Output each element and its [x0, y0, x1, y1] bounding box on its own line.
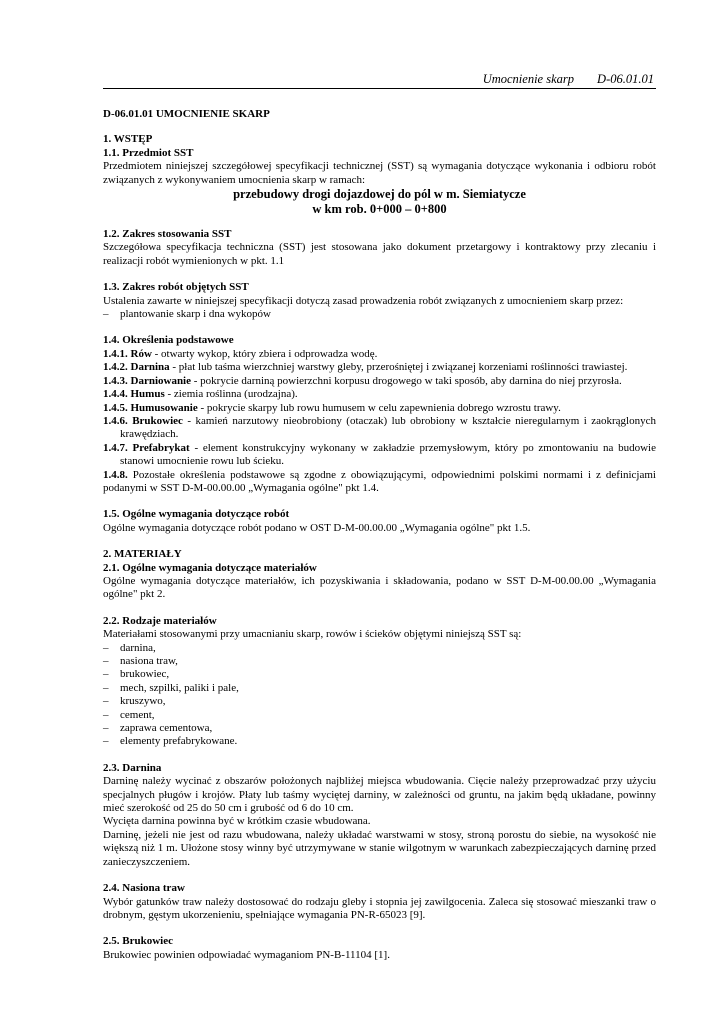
section-2-5-heading: 2.5. Brukowiec [103, 935, 173, 948]
section-1-3-text: Ustalenia zawarte w niniejszej specyfikacji dotyczą zasad prowadzenia robót związanych z umocnieniem skarp przez: [103, 294, 624, 307]
list-item: – zaprawa cementowa, [103, 722, 213, 735]
section-2-1-text: Ogólne wymagania dotyczące materiałów, ich pozyskiwania i składowania, podano w SST D-M-00.00.00 „Wymagania ogólne" pkt 2. [103, 574, 656, 601]
list-item: – darnina, [103, 641, 156, 654]
materials-list [103, 642, 656, 749]
section-1-3-heading: 1.3. Zakres robót objętych SST [103, 281, 249, 294]
running-header [103, 66, 656, 89]
list-item: – brukowiec, [103, 668, 170, 681]
project-chainage: w km rob. 0+000 – 0+800 [312, 201, 447, 216]
list-item: – nasiona traw, [103, 655, 178, 667]
section-1-4-heading: 1.4. Określenia podstawowe [103, 334, 234, 347]
section-1-2-text: Szczegółowa specyfikacja techniczna (SST) jest stosowana jako dokument przetargowy i kontraktowy przy zlecaniu i realizacji robót wymienionych w pkt. 1.1 [103, 241, 656, 267]
section-2-3-paragraph: Wycięta darnina powinna być w krótkim czasie wbudowana. [103, 815, 371, 828]
definition-item: 1.4.1. Rów - otwarty wykop, który zbiera i odprowadza wodę. [103, 347, 378, 360]
section-2-3-paragraph: Darninę należy wycinać z obszarów położonych najbliżej miejsca wbudowania. Cięcie należy przeprowadzać przy użyciu specjalnych pługów i krojów. Płaty lub taśmy wyciętej darniny, w zależności od gruntu, na jakim będą układane, powinny mieć szerokość od 25 do 50 cm i grubość od 6 do 10 cm. [103, 775, 656, 815]
definition-item: 1.4.2. Darnina - płat lub taśma wierzchniej warstwy gleby, przerośniętej i związanej korzeniami roślinności trawiastej. [103, 361, 628, 374]
header-code: D-06.01.01 [597, 72, 654, 86]
section-2-4-heading: 2.4. Nasiona traw [103, 882, 185, 895]
section-2-2-text: Materiałami stosowanymi przy umacnianiu skarp, rowów i ścieków objętymi niniejszą SST są: [103, 628, 522, 641]
definition-item: 1.4.8. Pozostałe określenia podstawowe są zgodne z obowiązującymi, odpowiednimi polskimi normami i z definicjami podanymi w SST D-M-00.00.00 „Wymagania ogólne" pkt 1.4. [103, 468, 656, 494]
section-1-2-heading: 1.2. Zakres stosowania SST [103, 228, 232, 241]
header-title: Umocnienie skarp [482, 72, 574, 86]
definition-item: 1.4.6. Brukowiec - kamień narzutowy nieobrobiony (otaczak) lub obrobiony w kształcie nieregularnym i zaokrąglonych krawędziach. [103, 414, 656, 441]
scope-list [103, 308, 656, 321]
section-2-3-paragraph: Darninę, jeżeli nie jest od razu wbudowana, należy układać warstwami w stosy, stroną porostu do siebie, na wysokość nie większą niż 1 m. Ułożone stosy winny być utrzymywane w stanie wilgotnym w warunkach zabezpieczających darninę przed zanieczyszczeniem. [103, 828, 656, 868]
definition-item: 1.4.5. Humusowanie - pokrycie skarpy lub rowu humusem w celu zapewnienia dobrego wzrostu trawy. [103, 401, 561, 414]
list-item: – cement, [103, 708, 155, 721]
list-item: – elementy prefabrykowane. [103, 735, 238, 748]
definition-item: 1.4.7. Prefabrykat - element konstrukcyjny wykonany w zakładzie przemysłowym, który po zmontowaniu na budowie stanowi umocnienie rowu lub ścieku. [103, 441, 657, 468]
section-1-5-heading: 1.5. Ogólne wymagania dotyczące robót [103, 508, 290, 521]
section-2-4-text: Wybór gatunków traw należy dostosować do rodzaju gleby i stopnia jej zawilgocenia. Zaleca się stosować mieszanki traw o drobnym, gęstym ukorzenieniu, spełniające wymagania PN-R-65023 [9]. [103, 895, 656, 921]
list-item: – kruszywo, [103, 695, 166, 708]
document-title: D-06.01.01 UMOCNIENIE SKARP [103, 108, 270, 120]
section-2-3-heading: 2.3. Darnina [103, 761, 162, 774]
section-1-1-heading: 1.1. Przedmiot SST [103, 146, 194, 159]
list-item: – plantowanie skarp i dna wykopów [103, 308, 271, 321]
section-2-1-heading: 2.1. Ogólne wymagania dotyczące materiałów [103, 561, 317, 574]
section-2-5-text: Brukowiec powinien odpowiadać wymaganiom PN-B-11104 [1]. [103, 948, 390, 961]
definition-item: 1.4.3. Darniowanie - pokrycie darniną powierzchni korpusu drogowego w taki sposób, aby darnina do niej przyrosła. [103, 374, 622, 387]
section-2-heading: 2. MATERIAŁY [103, 548, 182, 561]
section-1-1-text: Przedmiotem niniejszej szczegółowej specyfikacji technicznej (SST) są wymagania dotyczące wykonania i odbioru robót związanych z wykonywaniem umocnienia skarp w ramach: [103, 160, 656, 186]
section-1-5-text: Ogólne wymagania dotyczące robót podano w OST D-M-00.00.00 „Wymagania ogólne" pkt 1.5. [103, 521, 531, 534]
definition-item: 1.4.4. Humus - ziemia roślinna (urodzajna). [103, 388, 298, 401]
project-name: przebudowy drogi dojazdowej do pól w m. Siemiatycze [233, 187, 526, 202]
document-body [103, 108, 656, 962]
section-1-heading: 1. WSTĘP [103, 133, 153, 146]
section-2-2-heading: 2.2. Rodzaje materiałów [103, 614, 217, 627]
list-item: – mech, szpilki, paliki i pale, [103, 681, 239, 694]
